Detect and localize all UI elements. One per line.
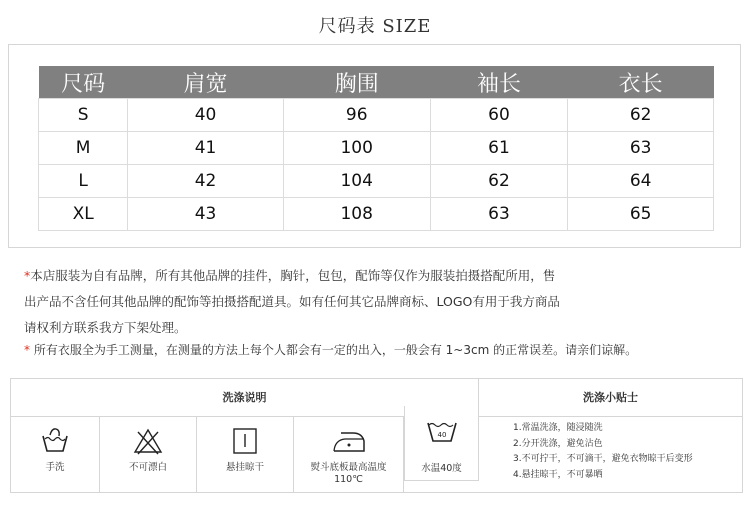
note-text: 所有衣服全为手工测量，在测量的方法上每个人都会有一定的出入，一般会有 1~3cm 的正常误差。请亲们谅解。 <box>33 343 638 357</box>
hang-dry-icon <box>230 427 260 455</box>
disclaimer-notes <box>24 263 724 341</box>
table-row <box>39 165 714 198</box>
table-row <box>39 99 714 132</box>
table-cell: 41 <box>128 132 284 165</box>
table-cell: 43 <box>128 198 284 231</box>
table-cell: 64 <box>568 165 714 198</box>
page-title: 尺码表 SIZE <box>318 16 432 37</box>
wash-care-panel <box>10 378 743 493</box>
header-sleeve: 袖长 <box>430 66 568 99</box>
care-item <box>197 417 294 492</box>
care-item <box>100 417 197 492</box>
hand-wash-icon <box>40 427 70 455</box>
table-cell: M <box>39 132 128 165</box>
note-line: 请权利方联系我方下架处理。 <box>24 320 187 335</box>
care-label: 悬挂晾干 <box>225 462 264 473</box>
table-cell: 63 <box>568 132 714 165</box>
table-cell: 96 <box>283 99 430 132</box>
care-item <box>294 417 404 492</box>
table-row <box>39 132 714 165</box>
star-marker: * <box>24 268 31 283</box>
list-item: 1.常温洗涤，随浸随洗 <box>513 423 603 433</box>
table-cell: S <box>39 99 128 132</box>
header-size: 尺码 <box>39 66 128 99</box>
care-label: 不可漂白 <box>128 462 167 473</box>
star-marker: * <box>24 343 30 357</box>
wash-tips-title: 洗涤小贴士 <box>479 379 742 417</box>
iron-icon <box>331 427 367 455</box>
size-chart-panel <box>8 44 741 248</box>
table-row <box>39 198 714 231</box>
note-text: 本店服装为自有品牌，所有其他品牌的挂件，胸针，包包，配饰等仅作为服装拍摄搭配所用，售 <box>30 268 556 283</box>
note-line: 出产品不含任何其他品牌的配饰等拍摄搭配道具。如有任何其它品牌商标、LOGO有用于我方商品 <box>24 294 560 309</box>
care-label: 熨斗底板最高温度110℃ <box>310 462 387 485</box>
list-item: 3.不可拧干，不可滴干，避免衣物晾干后变形 <box>513 454 693 464</box>
table-cell: L <box>39 165 128 198</box>
table-cell: 63 <box>430 198 568 231</box>
wash-instructions-title: 洗涤说明 <box>11 379 479 417</box>
header-length: 衣长 <box>568 66 714 99</box>
table-cell: 62 <box>430 165 568 198</box>
list-item: 2.分开洗涤，避免沾色 <box>513 438 603 449</box>
water-temp-value: 40 <box>437 431 446 439</box>
table-cell: XL <box>39 198 128 231</box>
header-shoulder: 肩宽 <box>128 66 284 99</box>
table-cell: 104 <box>283 165 430 198</box>
care-label: 水温40度 <box>421 463 462 474</box>
no-bleach-icon <box>133 427 163 455</box>
care-label: 手洗 <box>45 462 65 473</box>
water-temp-icon <box>425 416 459 444</box>
note-line <box>24 263 724 289</box>
table-cell: 108 <box>283 198 430 231</box>
table-cell: 42 <box>128 165 284 198</box>
header-chest: 胸围 <box>283 66 430 99</box>
table-cell: 61 <box>430 132 568 165</box>
size-table-header <box>39 66 714 99</box>
list-item: 4.悬挂晾干，不可暴晒 <box>513 469 603 480</box>
size-table <box>38 66 714 231</box>
table-cell: 62 <box>568 99 714 132</box>
care-item <box>11 417 100 492</box>
care-item <box>404 406 479 481</box>
measurement-note <box>24 341 744 358</box>
table-cell: 40 <box>128 99 284 132</box>
wash-tips-list <box>513 421 738 483</box>
table-cell: 100 <box>283 132 430 165</box>
table-cell: 65 <box>568 198 714 231</box>
table-cell: 60 <box>430 99 568 132</box>
